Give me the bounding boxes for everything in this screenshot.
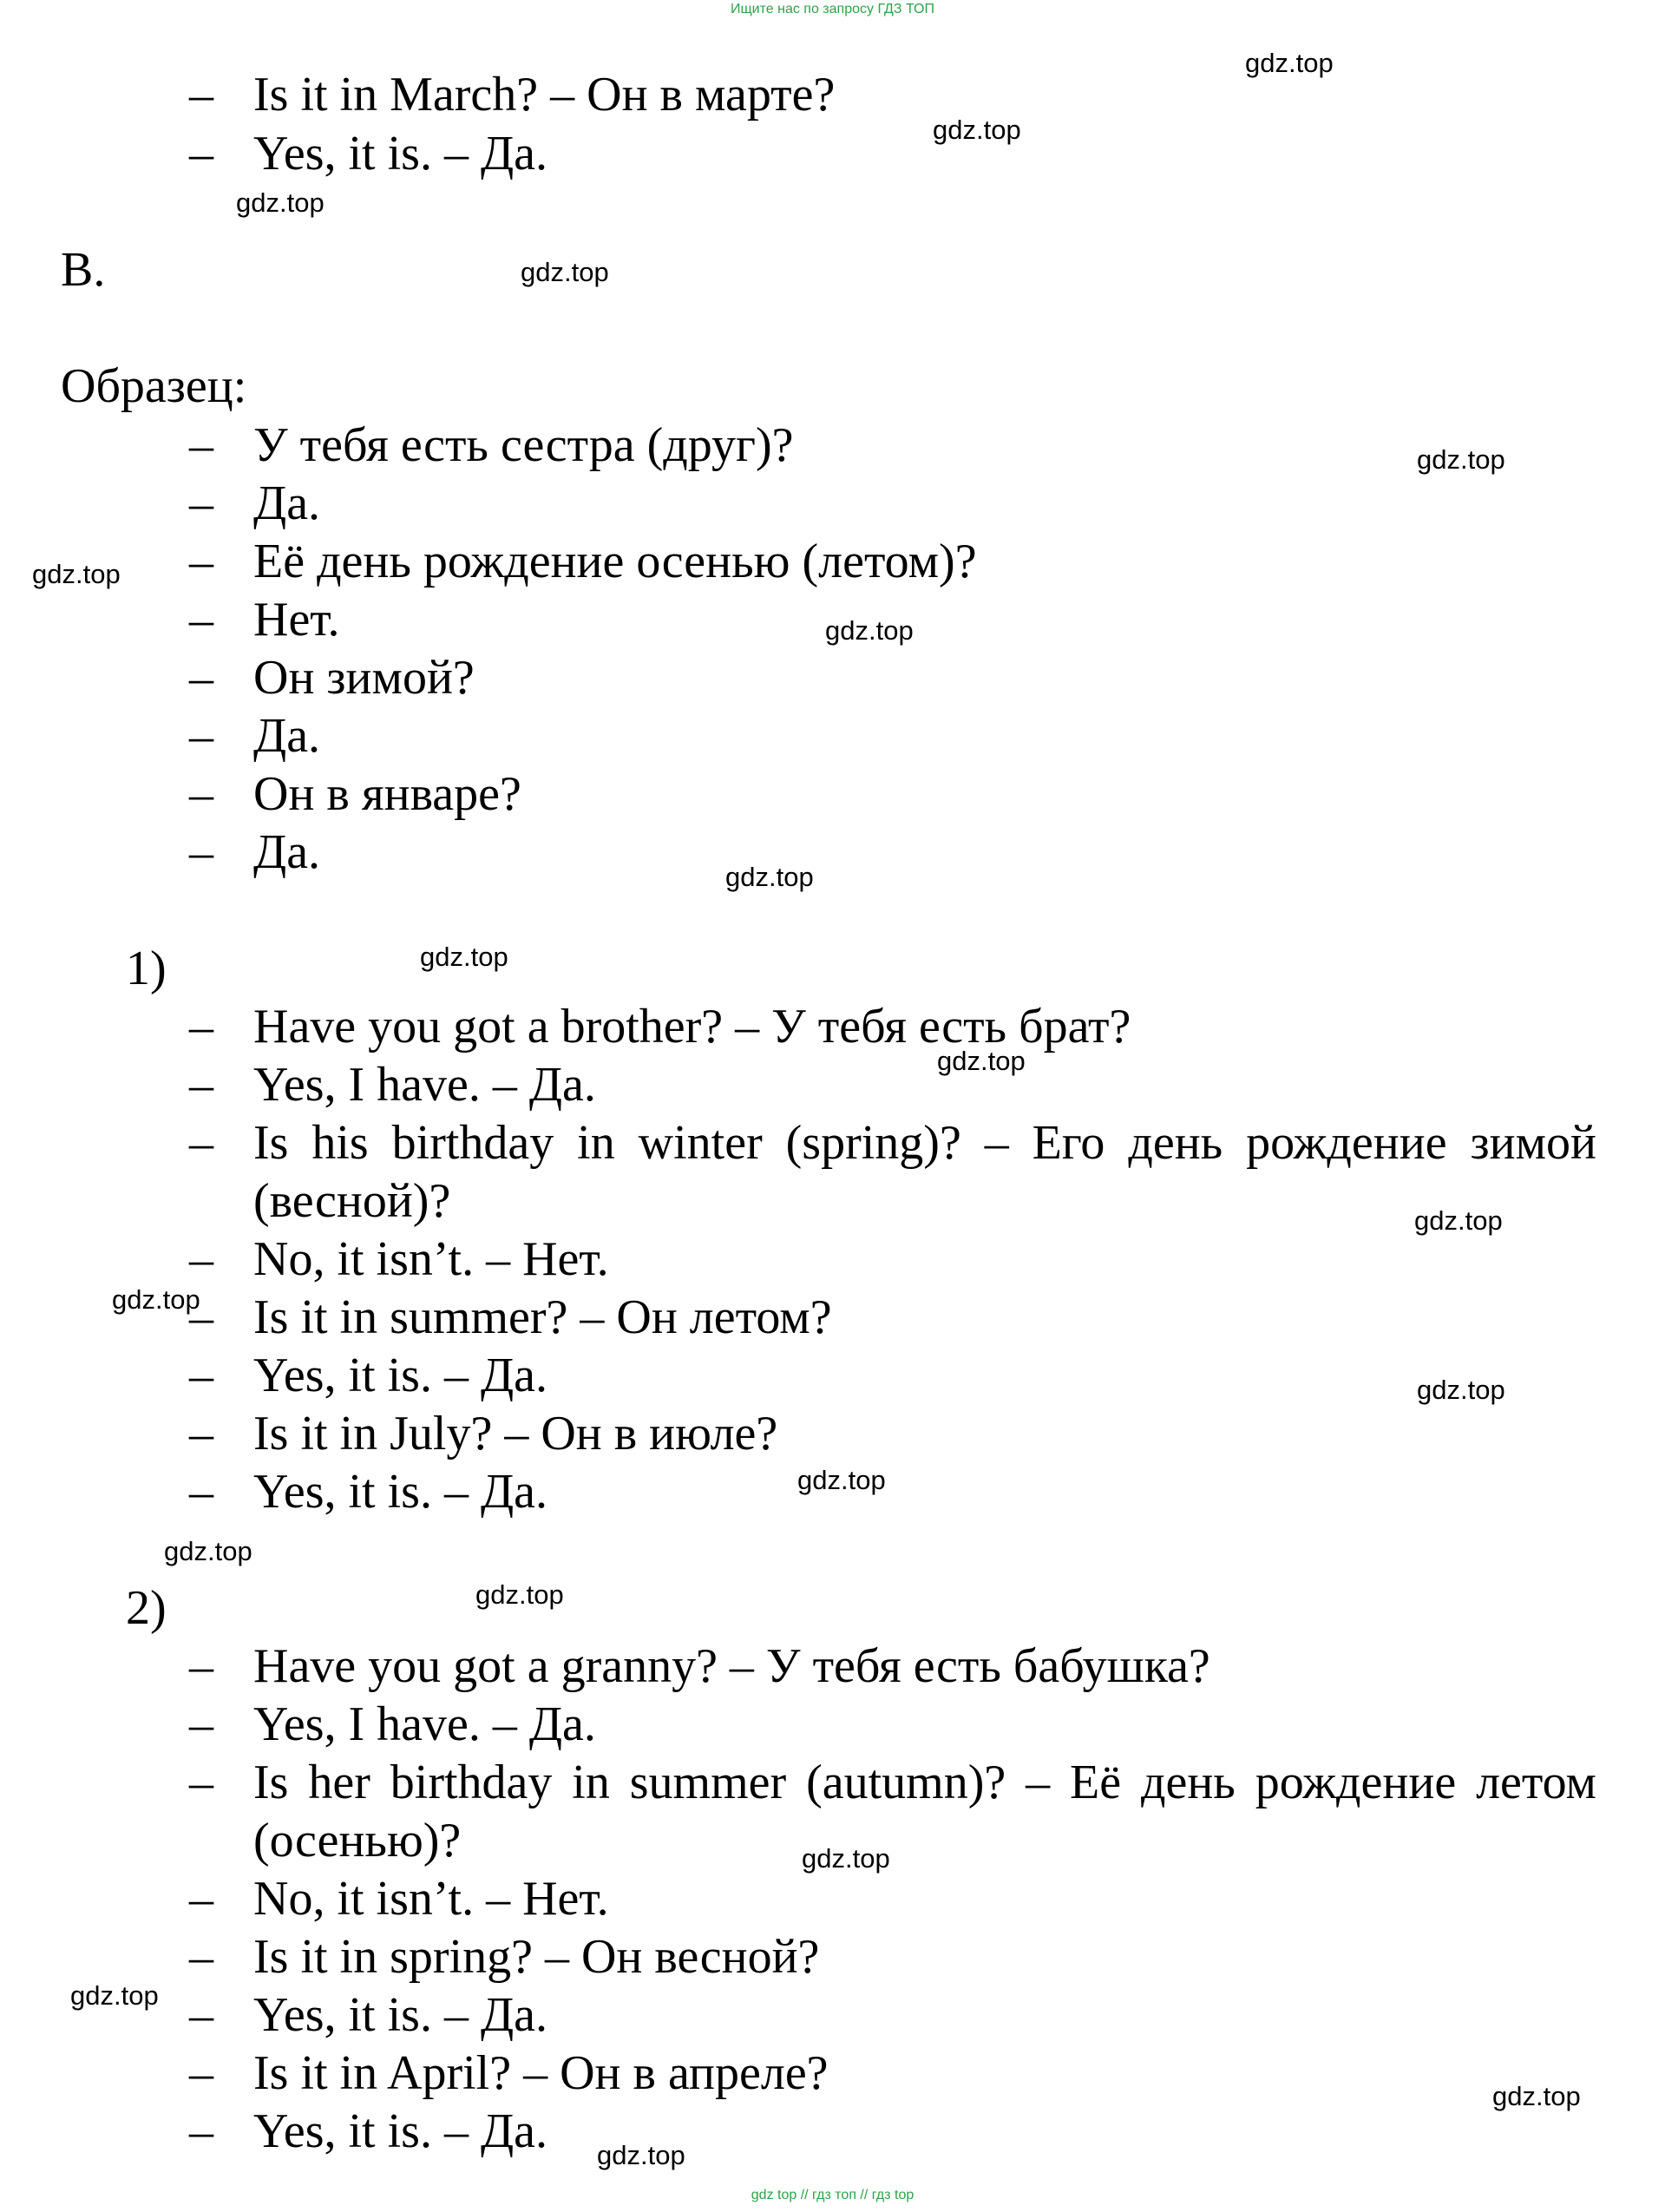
bullet-dash: – (189, 1930, 213, 1984)
section-heading: B. (61, 243, 106, 297)
dialog-line: Is his birthday in winter (spring)? – Его день рождение зимой (253, 1116, 1596, 1170)
bullet-dash: – (189, 1058, 213, 1112)
bullet-dash: – (189, 1697, 213, 1751)
dialog-line: Yes, it is. – Да. (253, 2104, 548, 2158)
dialog-line: Yes, I have. – Да. (253, 1697, 596, 1751)
bullet-dash: – (189, 1639, 213, 1693)
bullet-dash: – (189, 127, 213, 181)
watermark: gdz.top (597, 2140, 685, 2170)
dialog-line: Is her birthday in summer (autumn)? – Её день рождение летом (253, 1756, 1596, 1809)
dialog-line: Yes, it is. – Да. (253, 1988, 548, 2042)
watermark: gdz.top (1417, 444, 1505, 475)
sample-line: Да. (253, 709, 321, 763)
bullet-dash: – (189, 593, 213, 647)
bullet-dash: – (189, 767, 213, 821)
dialog-line: No, it isn’t. – Нет. (253, 1872, 609, 1926)
bullet-dash: – (189, 709, 213, 763)
watermark: gdz.top (521, 257, 609, 287)
watermark: gdz.top (112, 1284, 200, 1315)
bullet-dash: – (189, 535, 213, 588)
bullet-dash: – (189, 1988, 213, 2042)
dialog-line: Yes, I have. – Да. (253, 1058, 596, 1112)
watermark: gdz.top (420, 942, 508, 972)
bullet-dash: – (189, 825, 213, 879)
watermark: gdz.top (1492, 2081, 1581, 2111)
watermark: gdz.top (1245, 48, 1334, 78)
bullet-dash: – (189, 1872, 213, 1926)
sample-line: Он зимой? (253, 651, 475, 705)
watermark: gdz.top (70, 1980, 159, 2011)
dialog-line: Is it in March? – Он в марте? (253, 68, 836, 121)
dialog-line-continuation: (осенью)? (253, 1814, 462, 1867)
bullet-dash: – (189, 2104, 213, 2158)
bullet-dash: – (189, 1756, 213, 1809)
dialog-line-continuation: (весной)? (253, 1174, 451, 1228)
dialog-line: Is it in July? – Он в июле? (253, 1407, 778, 1460)
footer-credits: gdz top // гдз топ // гдз top (751, 2188, 914, 2202)
sample-line: У тебя есть сестра (друг)? (253, 418, 794, 472)
bullet-dash: – (189, 1290, 213, 1344)
dialog-line: Is it in spring? – Он весной? (253, 1930, 820, 1984)
bullet-dash: – (189, 1232, 213, 1286)
watermark: gdz.top (797, 1465, 886, 1495)
dialog-number: 1) (126, 942, 167, 995)
dialog-line: Yes, it is. – Да. (253, 1465, 548, 1519)
watermark: gdz.top (825, 615, 914, 646)
bullet-dash: – (189, 1116, 213, 1170)
bullet-dash: – (189, 2046, 213, 2100)
bullet-dash: – (189, 476, 213, 530)
dialog-line: No, it isn’t. – Нет. (253, 1232, 609, 1286)
watermark: gdz.top (1417, 1375, 1505, 1405)
bullet-dash: – (189, 68, 213, 121)
watermark: gdz.top (1414, 1205, 1503, 1236)
sample-label: Образец: (61, 359, 247, 413)
watermark: gdz.top (937, 1046, 1026, 1076)
sample-line: Да. (253, 825, 321, 879)
watermark: gdz.top (475, 1579, 564, 1610)
sample-line: Её день рождение осенью (летом)? (253, 535, 977, 588)
watermark: gdz.top (164, 1536, 252, 1566)
dialog-line: Is it in April? – Он в апреле? (253, 2046, 829, 2100)
watermark: gdz.top (236, 187, 324, 218)
bullet-dash: – (189, 418, 213, 472)
bullet-dash: – (189, 1349, 213, 1402)
dialog-line: Yes, it is. – Да. (253, 1349, 548, 1402)
watermark: gdz.top (725, 862, 814, 892)
dialog-line: Have you got a brother? – У тебя есть брат? (253, 1000, 1131, 1053)
watermark: gdz.top (802, 1843, 890, 1874)
bullet-dash: – (189, 651, 213, 705)
sample-line: Да. (253, 476, 321, 530)
watermark: gdz.top (933, 115, 1021, 145)
sample-line: Нет. (253, 593, 340, 647)
dialog-line: Yes, it is. – Да. (253, 127, 548, 181)
dialog-line: Is it in summer? – Он летом? (253, 1290, 832, 1344)
bullet-dash: – (189, 1465, 213, 1519)
bullet-dash: – (189, 1407, 213, 1460)
bullet-dash: – (189, 1000, 213, 1053)
dialog-line: Have you got a granny? – У тебя есть бабушка? (253, 1639, 1210, 1693)
watermark: gdz.top (32, 559, 121, 589)
dialog-number: 2) (126, 1581, 167, 1635)
top-banner: Ищите нас по запросу ГДЗ ТОП (731, 2, 934, 16)
sample-line: Он в январе? (253, 767, 521, 821)
